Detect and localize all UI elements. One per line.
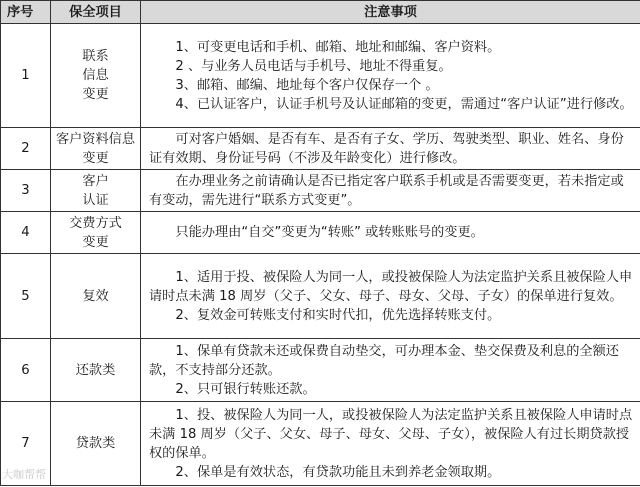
- row-item: [51, 254, 141, 339]
- note-paragraph: 可对客户婚姻、是否有车、是否有子女、学历、驾驶类型、职业、姓名、身份证有效期、身份证号码（不涉及年龄变化）进行修改。: [149, 131, 624, 166]
- row-notes: [141, 170, 640, 212]
- note-paragraph: 2、复效金可转账支付和实时代扣，优先选择转账支付。: [175, 307, 501, 323]
- row-number: 6: [1, 339, 51, 402]
- header-notes: 注意事项: [141, 1, 640, 24]
- row-notes: [141, 402, 640, 486]
- header-item: 保全项目: [51, 1, 141, 24]
- watermark: 大咖帮帮: [2, 468, 46, 481]
- row-number: 2: [1, 128, 51, 170]
- item-line: 客户资料信息变更: [55, 131, 136, 166]
- note-paragraph: 2 、与业务人员电话与手机号、地址不得重复。: [175, 58, 452, 74]
- row-item: [51, 128, 141, 170]
- table-row: [1, 254, 640, 339]
- note-paragraph: 1、适用于投、被保险人为同一人，或投被保险人为法定监护关系且被保险人申请时点未满 18 周岁（父子、父女、母子、母女、父母、子女）的保单进行复效。: [149, 269, 633, 304]
- note-paragraph: 在办理业务之前请确认是否已指定客户联系手机或是否需要变更，若未指定或有变动，需先进行“联系方式变更”。: [149, 173, 624, 208]
- table-row: [1, 128, 640, 170]
- row-notes: [141, 212, 640, 254]
- table-row: [1, 170, 640, 212]
- table-row: [1, 24, 640, 128]
- note-paragraph: 1、投、被保险人为同一人，或投被保险人为法定监护关系且被保险人申请时点未满 18 周岁（父子、父女、母子、母女、父母、子女），被保险人有过长期贷款授权的保单。: [149, 407, 633, 461]
- row-number: 4: [1, 212, 51, 254]
- header-no: 序号: [1, 1, 51, 24]
- note-paragraph: 3、邮箱、邮编、地址每个客户仅保存一个 。: [175, 77, 439, 93]
- row-item: [51, 24, 141, 128]
- table-row: [1, 212, 640, 254]
- header-row: [1, 1, 640, 24]
- row-notes: [141, 254, 640, 339]
- item-line: 贷款类: [75, 436, 116, 451]
- row-item: [51, 402, 141, 486]
- note-paragraph: 2、保单是有效状态，有贷款功能且未到养老金领取期。: [175, 464, 501, 480]
- row-number: 1: [1, 24, 51, 128]
- note-paragraph: 2、只可银行转账还款。: [175, 381, 316, 397]
- row-item: [51, 170, 141, 212]
- item-line: 信息: [82, 68, 109, 83]
- item-line: 变更: [82, 234, 109, 250]
- table-row: [1, 339, 640, 402]
- row-notes: [141, 339, 640, 402]
- row-number: 3: [1, 170, 51, 212]
- note-paragraph: 1、保单有贷款未还或保费自动垫交，可办理本金、垫交保费及利息的全额还款，不支持部分还款。: [149, 343, 619, 378]
- note-paragraph: 只能办理由“自交”变更为“转账” 或转账账号的变更。: [175, 225, 484, 240]
- row-item: [51, 339, 141, 402]
- row-number: 5: [1, 254, 51, 339]
- item-line: 交费方式: [69, 215, 122, 231]
- row-notes: [141, 24, 640, 128]
- row-notes: [141, 128, 640, 170]
- item-line: 认证: [82, 192, 109, 208]
- row-number: 7: [1, 402, 51, 486]
- table-row: [1, 402, 640, 486]
- item-line: 变更: [82, 87, 109, 102]
- item-line: 复效: [82, 288, 109, 304]
- item-line: 联系: [82, 49, 109, 64]
- item-line: 客户: [82, 173, 109, 189]
- note-paragraph: 4、已认证客户，认证手机号及认证邮箱的变更，需通过“客户认证”进行修改。: [175, 96, 633, 112]
- note-paragraph: 1、可变更电话和手机、邮箱、地址和邮编、客户资料。: [175, 39, 501, 55]
- item-line: 还款类: [75, 362, 116, 378]
- row-item: [51, 212, 141, 254]
